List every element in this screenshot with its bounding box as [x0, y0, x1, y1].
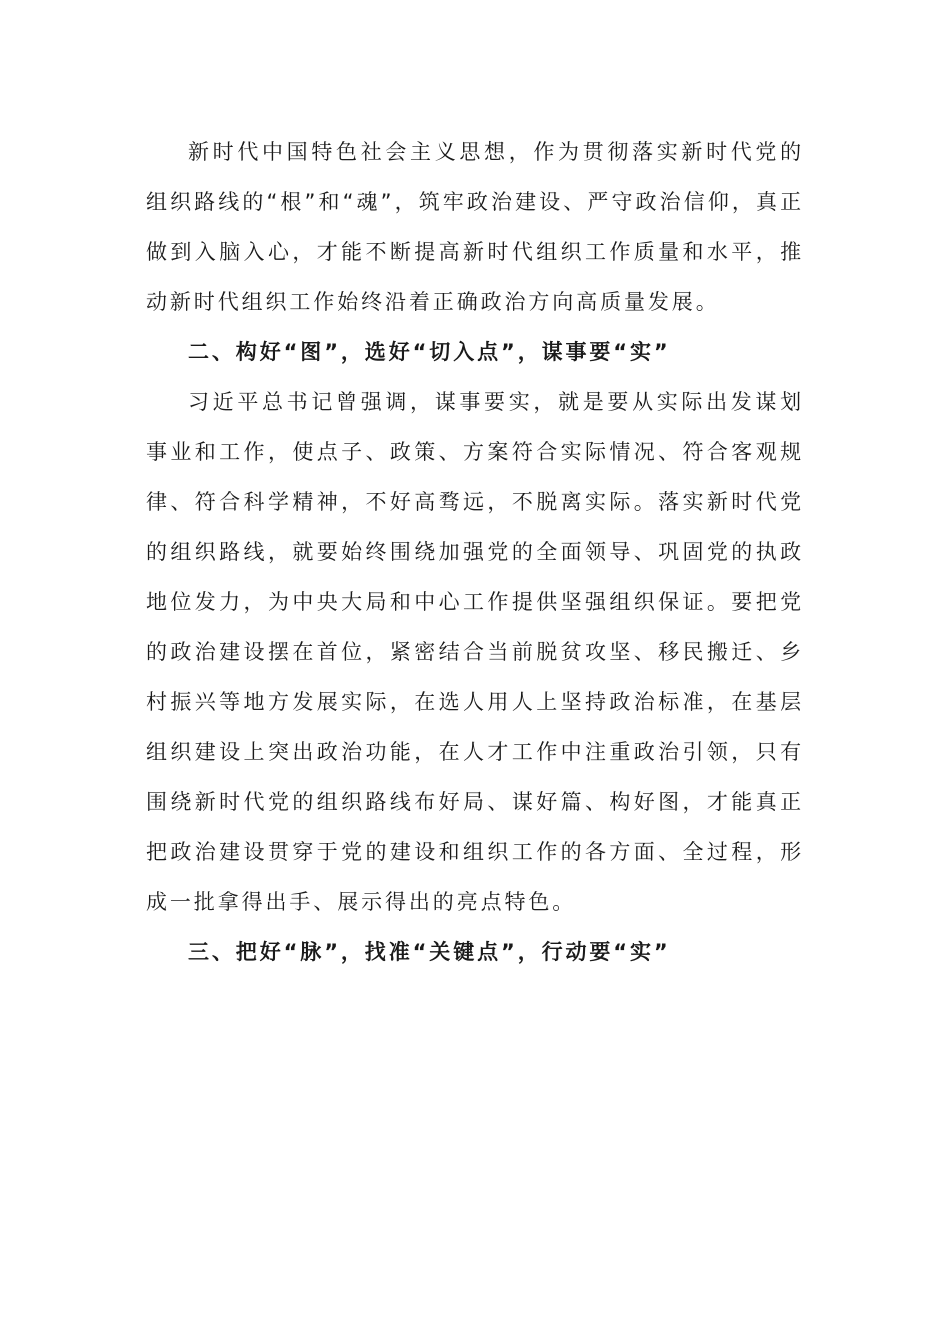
body-paragraph: 新时代中国特色社会主义思想，作为贯彻落实新时代党的组织路线的“根”和“魂”，筑牢政治建设、严守政治信仰，真正做到入脑入心，才能不断提高新时代组织工作质量和水平，推动新时代组织工作始终沿着正确政治方向高质量发展。 [146, 140, 804, 314]
section-heading: 二、构好“图”，选好“切入点”，谋事要“实” [188, 340, 671, 364]
body-paragraph: 习近平总书记曾强调，谋事要实，就是要从实际出发谋划事业和工作，使点子、政策、方案符合实际情况、符合客观规律、符合科学精神，不好高骛远，不脱离实际。落实新时代党的组织路线，就要始终围绕加强党的全面领导、巩固党的执政地位发力，为中央大局和中心工作提供坚强组织保证。要把党的政治建设摆在首位，紧密结合当前脱贫攻坚、移民搬迁、乡村振兴等地方发展实际，在选人用人上坚持政治标准，在基层组织建设上突出政治功能，在人才工作中注重政治引领，只有围绕新时代党的组织路线布好局、谋好篇、构好图，才能真正把政治建设贯穿于党的建设和组织工作的各方面、全过程，形成一批拿得出手、展示得出的亮点特色。 [146, 390, 804, 914]
document-body [146, 127, 804, 977]
section-heading: 三、把好“脉”，找准“关键点”，行动要“实” [188, 940, 671, 964]
